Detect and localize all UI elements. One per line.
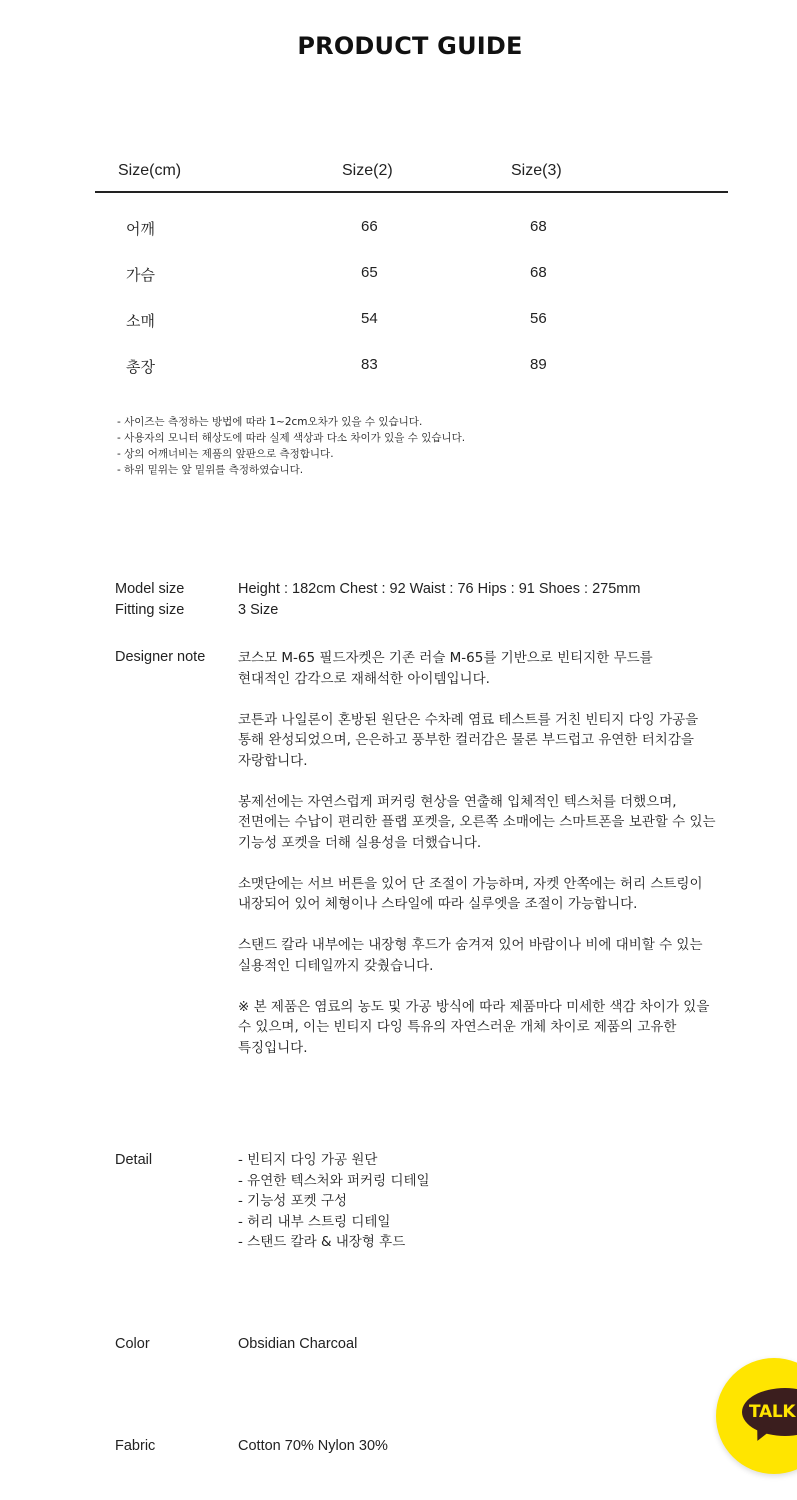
size-header-cm: Size(cm) — [118, 162, 182, 179]
kakaotalk-chat-button[interactable] — [716, 1358, 797, 1474]
row-label: 가슴 — [126, 267, 155, 284]
note-item: - 상의 어깨너비는 제품의 앞판으로 측정합니다. — [117, 448, 334, 460]
detail-item: - 유연한 텍스처와 퍼커링 디테일 — [238, 1172, 430, 1189]
note-item: - 사이즈는 측정하는 방법에 따라 1~2cm오차가 있을 수 있습니다. — [117, 416, 423, 428]
row-value-size2: 83 — [361, 356, 378, 373]
size-header-3: Size(3) — [511, 162, 562, 179]
row-value-size3: 68 — [530, 264, 547, 281]
color-label: Color — [115, 1336, 150, 1352]
designer-note-paragraph: 코튼과 나일론이 혼방된 원단은 수차례 염료 테스트를 거친 빈티지 다잉 가공을 통해 완성되었으며, 은은하고 풍부한 컬러감은 물론 부드럽고 유연한 터치감을 자랑합니다. — [238, 711, 699, 769]
fabric-value: Cotton 70% Nylon 30% — [238, 1438, 388, 1454]
detail-item: - 기능성 포켓 구성 — [238, 1193, 348, 1209]
size-notes — [117, 414, 465, 478]
row-value-size2: 54 — [361, 310, 378, 327]
detail-label: Detail — [115, 1152, 153, 1168]
detail-item: - 허리 내부 스트링 디테일 — [238, 1213, 391, 1230]
row-label: 소매 — [126, 313, 155, 330]
detail-item: - 스탠드 칼라 & 내장형 후드 — [238, 1234, 406, 1250]
talk-label: TALK — [749, 1402, 796, 1422]
table-row — [95, 264, 728, 288]
table-row — [95, 310, 728, 334]
row-value-size3: 56 — [530, 310, 547, 327]
fitting-size-label: Fitting size — [115, 602, 185, 618]
designer-note-paragraph: 스탠드 칼라 내부에는 내장형 후드가 숨겨져 있어 바람이나 비에 대비할 수 있는 실용적인 디테일까지 갖췄습니다. — [238, 937, 703, 974]
color-value: Obsidian Charcoal — [238, 1336, 358, 1352]
model-size-value: Height : 182cm Chest : 92 Waist : 76 Hips : 91 Shoes : 275mm — [238, 581, 641, 597]
designer-note-label: Designer note — [115, 649, 206, 665]
fabric-label: Fabric — [115, 1438, 156, 1454]
row-label: 어깨 — [126, 221, 155, 238]
designer-note-paragraph: 소맷단에는 서브 버튼을 있어 단 조절이 가능하며, 자켓 안쪽에는 허리 스트링이 내장되어 있어 체형이나 스타일에 따라 실루엣을 조절이 가능합니다. — [238, 875, 703, 912]
row-value-size2: 65 — [361, 264, 378, 281]
model-size-label: Model size — [115, 581, 185, 597]
row-value-size3: 68 — [530, 218, 547, 235]
designer-note-paragraph: 코스모 M-65 필드자켓은 기존 러슬 M-65를 기반으로 빈티지한 무드를 현대적인 감각으로 재해석한 아이템입니다. — [238, 650, 653, 687]
table-row — [95, 356, 728, 380]
designer-note-paragraph: 봉제선에는 자연스럽게 퍼커링 현상을 연출해 입체적인 텍스처를 더했으며, 전면에는 수납이 편리한 플랩 포켓을, 오른쪽 소매에는 스마트폰을 보관할 수 있는 기능성 포켓을 더해 실용성을 더했습니다. — [238, 793, 716, 851]
detail-item: - 빈티지 다잉 가공 원단 — [238, 1152, 378, 1168]
fitting-size-value: 3 Size — [238, 602, 279, 618]
table-row — [95, 218, 728, 242]
designer-note-body — [238, 648, 738, 1079]
row-label: 총장 — [126, 359, 155, 376]
page-title: PRODUCT GUIDE — [297, 32, 523, 60]
row-value-size2: 66 — [361, 218, 378, 235]
row-value-size3: 89 — [530, 356, 547, 373]
table-header-divider — [95, 191, 728, 193]
detail-list — [238, 1150, 430, 1253]
note-item: - 하위 밑위는 앞 밑위를 측정하였습니다. — [117, 464, 304, 476]
designer-note-paragraph: ※ 본 제품은 염료의 농도 및 가공 방식에 따라 제품마다 미세한 색감 차이가 있을 수 있으며, 이는 빈티지 다잉 특유의 자연스러운 개체 차이로 제품의 고유한 특징입니다. — [238, 998, 710, 1056]
note-item: - 사용자의 모니터 해상도에 따라 실제 색상과 다소 차이가 있을 수 있습니다. — [117, 432, 466, 444]
size-header-2: Size(2) — [342, 162, 393, 179]
